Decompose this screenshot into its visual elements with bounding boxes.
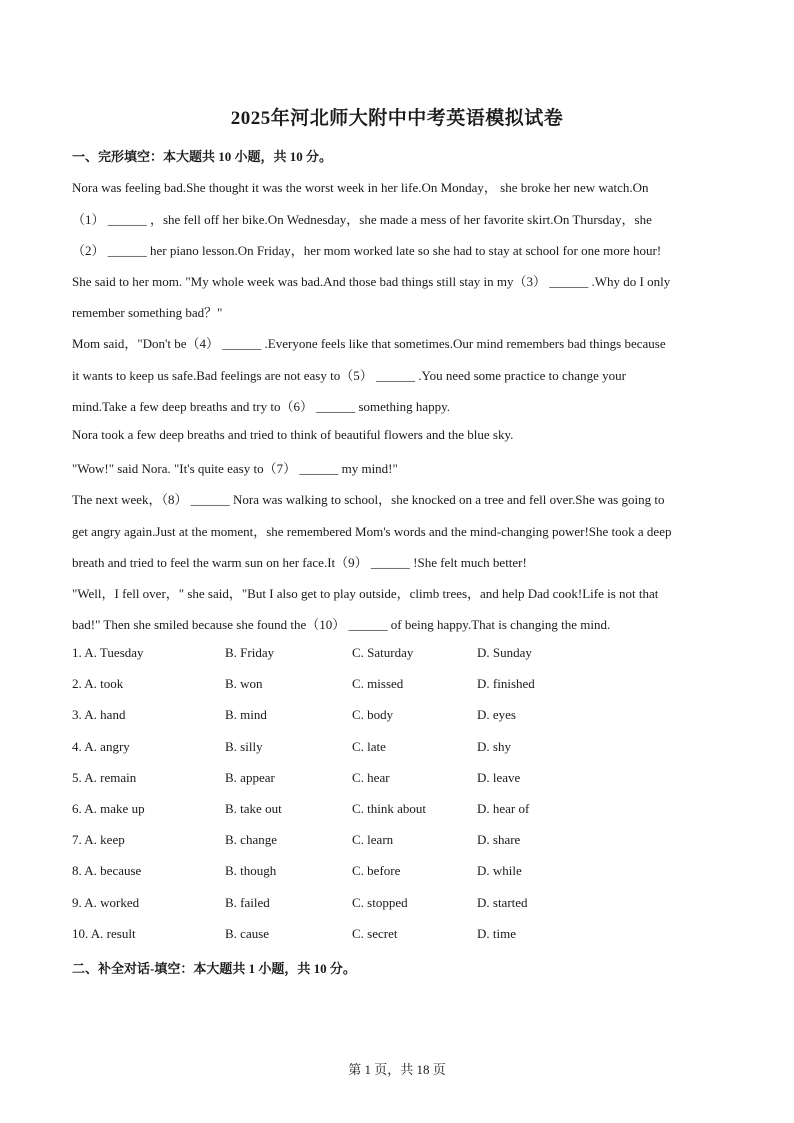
option-choice: 9. A. worked: [72, 894, 140, 910]
option-choice: C. learn: [352, 832, 394, 848]
question-options-row: [72, 770, 722, 788]
passage-line: breath and tried to feel the warm sun on her face.It（9） ______ !She felt much better!: [72, 555, 527, 570]
option-choice: D. finished: [477, 676, 535, 692]
page-title: 2025年河北师大附中中考英语模拟试卷: [230, 108, 564, 129]
option-choice: B. take out: [225, 801, 282, 816]
option-choice: D. leave: [477, 769, 521, 785]
passage-line: bad!" Then she smiled because she found the（10） ______ of being happy.That is changing the mind.: [72, 617, 611, 632]
option-choice: C. missed: [352, 676, 404, 692]
option-choice: 5. A. remain: [72, 769, 137, 785]
passage-line: it wants to keep us safe.Bad feelings are not easy to（5） ______ .You need some practice to change your: [72, 368, 626, 383]
option-choice: C. stopped: [352, 894, 408, 910]
option-choice: C. late: [352, 738, 386, 754]
option-choice: B. appear: [225, 769, 275, 785]
passage-line: Nora was feeling bad.She thought it was the worst week in her life.On Monday， she broke her new watch.On: [72, 180, 649, 195]
passage-line: Mom said，"Don't be（4） ______ .Everyone feels like that sometimes.Our mind remembers bad things because: [72, 336, 666, 351]
passage-line: （2） ______ her piano lesson.On Friday，her mom worked late so she had to stay at school for one more hour!: [72, 243, 662, 258]
option-choice: 6. A. make up: [72, 801, 145, 816]
option-choice: D. while: [477, 863, 522, 879]
option-choice: 8. A. because: [72, 863, 142, 879]
option-choice: D. share: [477, 832, 521, 848]
option-choice: C. secret: [352, 925, 398, 941]
option-choice: D. shy: [477, 738, 511, 754]
option-choice: B. change: [225, 832, 277, 848]
option-choice: 2. A. took: [72, 676, 124, 692]
question-options-row: [72, 895, 722, 913]
option-choice: B. won: [225, 676, 263, 692]
passage-line: get angry again.Just at the moment，she remembered Mom's words and the mind-changing power!She took a deep: [72, 524, 672, 539]
option-choice: C. think about: [352, 801, 427, 816]
question-options-row: [72, 832, 722, 850]
passage-line: （1） ______ ，she fell off her bike.On Wednesday，she made a mess of her favorite skirt.On Thursday，she: [72, 212, 652, 227]
option-choice: C. Saturday: [352, 645, 414, 660]
option-choice: B. Friday: [225, 645, 275, 660]
option-choice: D. time: [477, 925, 516, 941]
option-choice: 1. A. Tuesday: [72, 645, 144, 660]
question-options-row: [72, 863, 722, 881]
option-choice: B. cause: [225, 925, 270, 941]
section-heading-cloze: 一、完形填空：本大题共 10 小题，共 10 分。: [72, 149, 333, 164]
question-options-row: [72, 645, 722, 663]
option-choice: B. silly: [225, 738, 263, 754]
passage-line: mind.Take a few deep breaths and try to（6） ______ something happy.: [72, 399, 451, 414]
option-choice: D. Sunday: [477, 645, 532, 660]
option-choice: C. before: [352, 863, 401, 879]
passage-line: "Wow!" said Nora. "It's quite easy to（7） ______ my mind!": [72, 461, 398, 476]
option-choice: 4. A. angry: [72, 738, 130, 754]
option-choice: C. hear: [352, 769, 390, 785]
option-choice: 3. A. hand: [72, 707, 126, 723]
option-choice: B. though: [225, 863, 277, 879]
section-heading-dialogue: 二、补全对话-填空：本大题共 1 小题，共 10 分。: [72, 961, 356, 976]
option-choice: 10. A. result: [72, 925, 136, 941]
question-options-row: [72, 926, 722, 944]
passage-line: She said to her mom. "My whole week was bad.And those bad things still stay in my（3） ______ .Why do I only: [72, 274, 671, 289]
option-choice: D. started: [477, 894, 528, 910]
option-choice: 7. A. keep: [72, 832, 125, 848]
question-options-row: [72, 676, 722, 694]
option-choice: B. mind: [225, 707, 267, 723]
passage-line: Nora took a few deep breaths and tried to think of beautiful flowers and the blue sky.: [72, 427, 514, 442]
page-footer: 第 1 页，共 18 页: [348, 1062, 446, 1077]
passage-line: The next week，（8） ______ Nora was walking to school，she knocked on a tree and fell over.She was going to: [72, 492, 665, 507]
question-options-row: [72, 707, 722, 725]
passage-line: "Well，I fell over，" she said，"But I also get to play outside，climb trees，and help Dad cook!Life is not that: [72, 586, 659, 601]
option-choice: B. failed: [225, 894, 270, 910]
question-options-row: [72, 739, 722, 757]
option-choice: D. eyes: [477, 707, 516, 723]
passage-line: remember something bad？": [72, 305, 223, 320]
option-choice: C. body: [352, 707, 394, 723]
option-choice: D. hear of: [477, 801, 530, 816]
question-options-row: [72, 801, 722, 819]
